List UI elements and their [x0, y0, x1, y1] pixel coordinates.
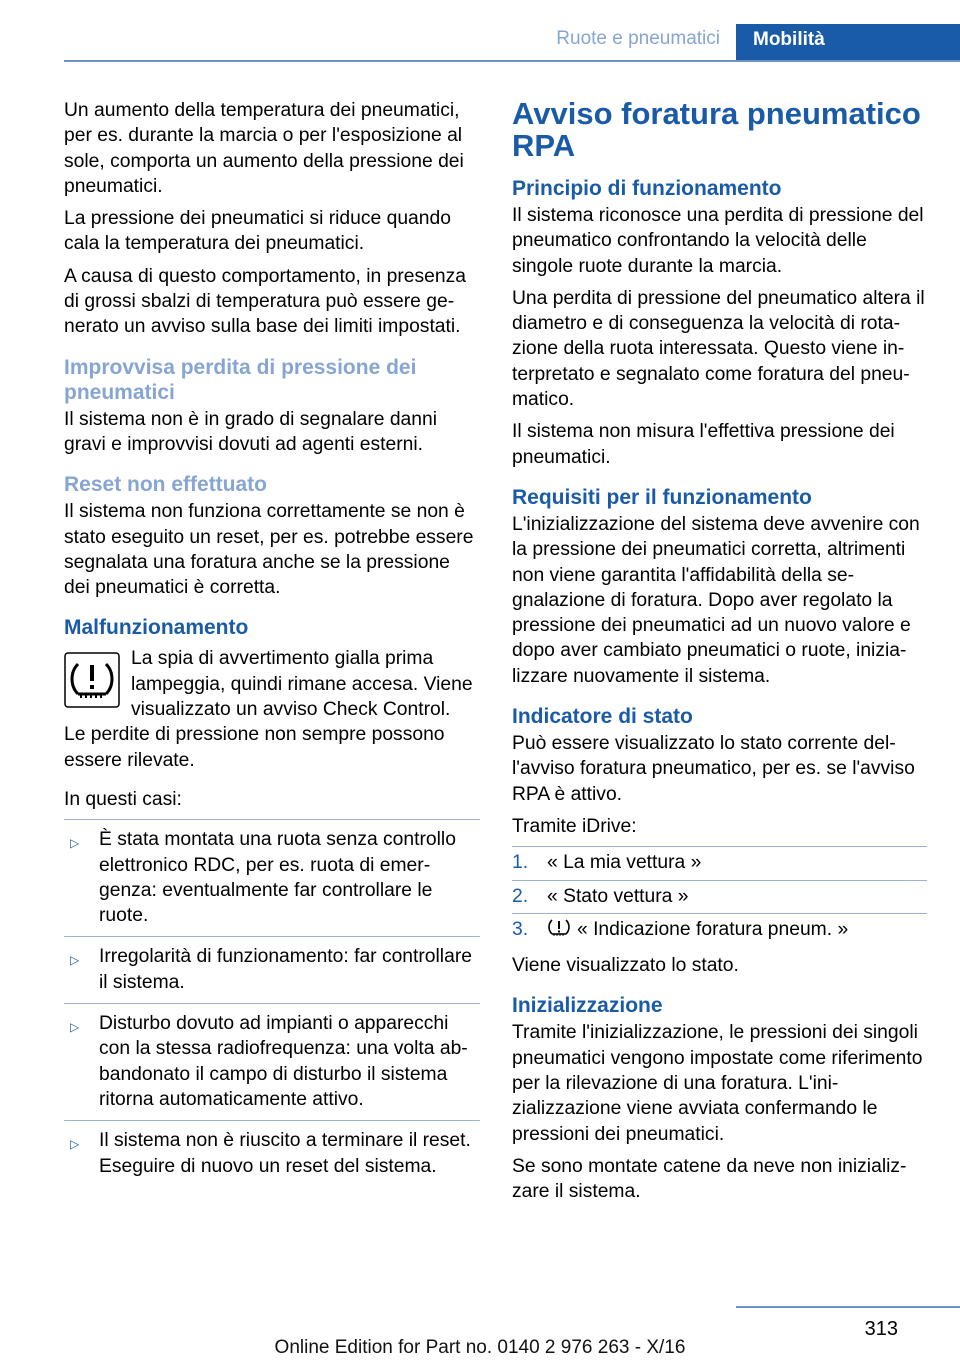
left-column	[64, 98, 480, 1187]
sudden-loss-heading: Improvvisa perdita di pressione dei pneumatici	[64, 355, 417, 404]
status-heading: Indicatore di stato	[512, 705, 693, 729]
page-number: 313	[864, 1318, 898, 1340]
status-result: Viene visualizzato lo stato.	[512, 955, 739, 977]
init-paragraph: Se sono montate catene da neve non inizializzare il sistema.	[512, 1155, 907, 1203]
requirements-heading: Requisiti per il funzionamento	[512, 485, 812, 509]
requirements-text: L'inizializzazione del sistema deve avvenire con la pressione dei pneumatici corretta, altrimenti non viene garantita l'affidabilità della segnalazione di foratura. Dopo aver regolato la pressione dei pneumatici ad un nuovo valore e dopo aver cambiato pneumatici o ruote, inizializzare nuovamente il sistema.	[512, 513, 920, 687]
triangle-bullet-icon: ▷	[70, 836, 80, 851]
page-title: Avviso foratura pneumatico RPA	[512, 96, 921, 163]
list-item: ▷ Irregolarità di funzionamento: far controllare il sistema.	[64, 937, 480, 1004]
malfunction-warning	[64, 646, 480, 722]
sudden-loss-text: Il sistema non è in grado di segnalare danni gravi e improvvisi dovuti ad agenti esterni.	[64, 408, 438, 455]
principle-paragraph: Il sistema riconosce una perdita di pressione del pneumatico confrontando la velocità delle singole ruote durante la marcia.	[512, 205, 924, 277]
triangle-bullet-icon: ▷	[70, 1137, 80, 1152]
intro-paragraph: La pressione dei pneumatici si riduce quando cala la temperatura dei pneumatici.	[64, 208, 451, 255]
cases-list	[64, 819, 480, 1187]
malfunction-warning-text: La spia di avvertimento gialla prima lampeggia, quindi rimane accesa. Viene visualizzato un avviso Check Control.	[131, 648, 473, 721]
list-item: 1. « La mia vettura »	[512, 846, 927, 880]
edition-footer: Online Edition for Part no. 0140 2 976 263 - X/16	[274, 1337, 686, 1358]
intro-paragraph: Un aumento della temperatura dei pneumatici, per es. durante la marcia o per l'esposizione al sole, comporta un aumento della pressione dei pneumatici.	[64, 100, 464, 197]
header-chapter-tab: Mobilità	[736, 24, 960, 62]
principle-heading: Principio di funzionamento	[512, 177, 782, 200]
reset-text: Il sistema non funziona correttamente se non è stato eseguito un reset, per es. potrebbe essere segnalata una foratura anche se la pressione dei pneumatici è corretta.	[64, 501, 474, 599]
triangle-bullet-icon: ▷	[70, 1020, 80, 1035]
header-rule	[64, 60, 960, 62]
status-text: Può essere visualizzato lo stato corrente dell'avviso foratura pneumatico, per es. se l'avviso RPA è attivo.	[512, 733, 915, 805]
init-heading: Inizializzazione	[512, 994, 663, 1018]
header-section-title: Ruote e pneumatici	[556, 28, 720, 49]
tire-pressure-warning-icon	[64, 652, 120, 708]
principle-paragraph: Il sistema non misura l'effettiva pressione dei pneumatici.	[512, 421, 895, 468]
idrive-label: Tramite iDrive:	[512, 815, 637, 837]
list-item: ▷ È stata montata una ruota senza controllo elettronico RDC, per es. ruota di emergenza: eventualmente far controllare le ruote.	[64, 819, 480, 937]
list-item: 3. « Indicazione foratura pneum. »	[512, 918, 849, 940]
init-paragraph: Tramite l'inizializzazione, le pressioni dei singoli pneumatici vengono impostate come riferimento per la rilevazione di una foratura. L'inizializzazione viene avviata confermando le pressioni dei pneumatici.	[512, 1022, 923, 1145]
footer-rule	[736, 1306, 960, 1308]
cases-intro: In questi casi:	[64, 788, 182, 810]
tire-pressure-icon	[547, 918, 571, 938]
malfunction-note: Le perdite di pressione non sempre possono essere rilevate.	[64, 724, 445, 771]
list-item: ▷ Disturbo dovuto ad impianti o apparecchi con la stessa radiofrequenza: una volta abbandonato il campo di disturbo il sistema ritorna automaticamente attivo.	[64, 1004, 480, 1121]
list-item: 2. « Stato vettura »	[512, 881, 927, 914]
right-column	[512, 98, 927, 1212]
intro-paragraph: A causa di questo comportamento, in presenza di grossi sbalzi di temperatura può essere generato un avviso sulla base dei limiti impostati.	[64, 265, 466, 338]
list-item: ▷ Il sistema non è riuscito a terminare il reset. Eseguire di nuovo un reset del sistema.	[70, 1130, 471, 1177]
malfunction-heading: Malfunzionamento	[64, 616, 249, 640]
idrive-steps	[512, 846, 927, 946]
reset-heading: Reset non effettuato	[64, 473, 268, 497]
principle-paragraph: Una perdita di pressione del pneumatico altera il diametro e di conseguenza la velocità di rotazione della ruota interessata. Questo viene interpretato e segnalato come foratura del pneumatico.	[512, 287, 925, 411]
triangle-bullet-icon: ▷	[70, 953, 80, 968]
